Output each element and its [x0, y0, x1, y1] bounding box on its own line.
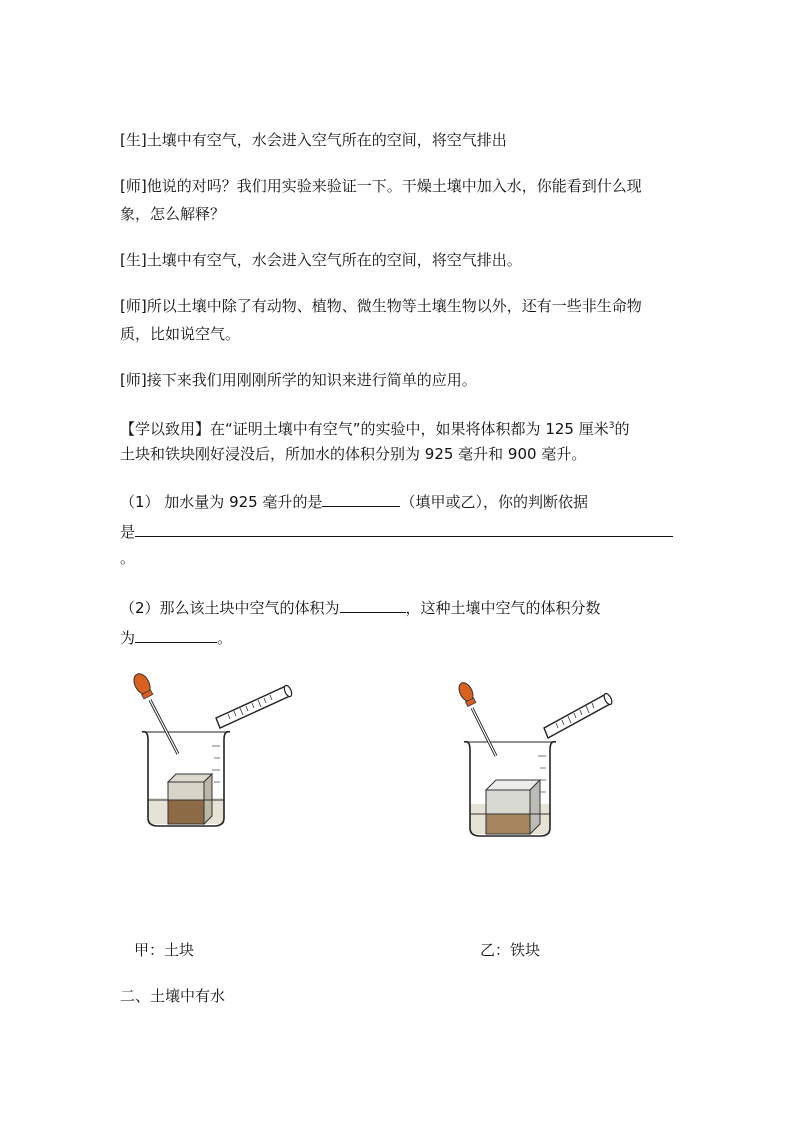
beaker-iron-figure	[456, 680, 626, 850]
question-1-text-a: （1） 加水量为 925 毫升的是	[120, 493, 323, 511]
answer-blank-4[interactable]	[135, 626, 217, 643]
cubic-superscript: 3	[608, 421, 615, 431]
section-heading: 二、土壤中有水	[120, 987, 226, 1005]
exercise-intro-end: 的	[614, 420, 630, 438]
beaker-icon	[142, 732, 230, 826]
answer-blank-1[interactable]	[322, 490, 400, 507]
dialogue-teacher-2: [师]所以土壤中除了有动物、植物、微生物等土壤生物以外，还有一些非生命物	[120, 297, 642, 315]
question-1-cont	[120, 520, 673, 542]
question-2	[120, 596, 601, 618]
exercise-intro-cont: 土块和铁块刚好浸没后，所加水的体积分别为 925 毫升和 900 毫升。	[120, 445, 587, 463]
dialogue-teacher-1-cont: 象，怎么解释？	[120, 205, 226, 223]
question-1-end: 。	[120, 549, 136, 567]
answer-blank-2[interactable]	[135, 520, 673, 537]
question-2-text-b: ，这种土壤中空气的体积分数	[405, 599, 601, 617]
question-2-text-c: 为	[120, 629, 136, 647]
question-1	[120, 490, 588, 512]
dialogue-student-1: [生]土壤中有空气，水会进入空气所在的空间，将空气排出	[120, 131, 507, 149]
dropper-icon	[456, 680, 496, 756]
question-2-text-d: 。	[217, 629, 233, 647]
dialogue-teacher-3: [师]接下来我们用刚刚所学的知识来进行简单的应用。	[120, 371, 477, 389]
question-1-text-b: （填甲或乙），你的判断依据	[400, 493, 588, 511]
exercise-intro-text: 【学以致用】在“证明土壤中有空气”的实验中，如果将体积都为 125 厘米	[120, 420, 609, 438]
question-2-text-a: （2）那么该土块中空气的体积为	[120, 599, 340, 617]
dialogue-teacher-2-cont: 质，比如说空气。	[120, 325, 241, 343]
dialogue-student-2: [生]土壤中有空气，水会进入空气所在的空间，将空气排出。	[120, 251, 522, 269]
question-1-text-c: 是	[120, 523, 136, 541]
graduated-cylinder-icon	[216, 684, 293, 728]
graduated-cylinder-icon	[544, 692, 613, 738]
dropper-icon	[131, 671, 178, 754]
dialogue-teacher-1: [师]他说的对吗？我们用实验来验证一下。干燥土壤中加入水，你能看到什么现	[120, 177, 642, 195]
caption-iron-block: 乙：铁块	[480, 941, 541, 959]
exercise-intro	[120, 416, 629, 439]
question-2-cont	[120, 626, 232, 648]
answer-blank-3[interactable]	[340, 596, 406, 613]
beaker-icon	[464, 742, 556, 836]
beaker-soil-figure	[128, 670, 298, 840]
caption-soil-block: 甲：土块	[134, 941, 195, 959]
